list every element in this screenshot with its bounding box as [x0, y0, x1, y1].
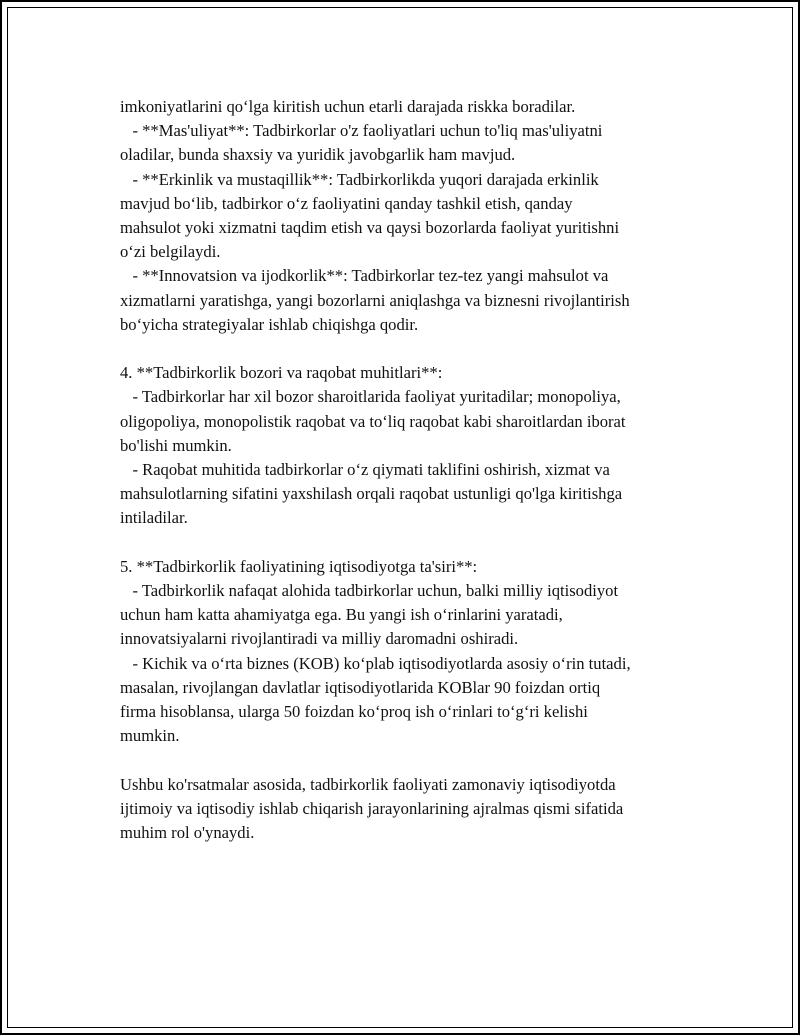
blank-line — [120, 748, 720, 772]
section-heading: 5. **Tadbirkorlik faoliyatining iqtisodiyotga ta'siri**: — [120, 556, 478, 576]
text-line: - Tadbirkorlik nafaqat alohida tadbirkorlar uchun, balki milliy iqtisodiyot — [120, 581, 619, 601]
text-line: oligopoliya, monopolistik raqobat va to‘liq raqobat kabi sharoitlardan iborat — [120, 411, 626, 431]
text-line: bo‘yicha strategiyalar ishlab chiqishga qodir. — [120, 314, 419, 334]
blank-line — [120, 337, 720, 361]
text-line: mumkin. — [120, 726, 180, 746]
text-line: imkoniyatlarini qo‘lga kiritish uchun etarli darajada riskka boradilar. — [120, 97, 576, 116]
text-line: masalan, rivojlangan davlatlar iqtisodiyotlarida KOBlar 90 foizdan ortiq — [120, 677, 601, 697]
conclusion-line: ijtimoiy va iqtisodiy ishlab chiqarish jarayonlarining ajralmas qismi sifatida — [120, 798, 624, 818]
text-line: mahsulotlarning sifatini yaxshilash orqali raqobat ustunligi qo'lga kiritishga — [120, 484, 623, 504]
text-line: innovatsiyalarni rivojlantiradi va milliy daromadni oshiradi. — [120, 629, 519, 649]
text-line: - **Innovatsion va ijodkorlik**: Tadbirkorlar tez-tez yangi mahsulot va — [120, 266, 609, 286]
text-line: o‘zi belgilaydi. — [120, 242, 221, 262]
text-line: - Raqobat muhitida tadbirkorlar o‘z qiymati taklifini oshirish, xizmat va — [120, 460, 610, 480]
section-heading: 4. **Tadbirkorlik bozori va raqobat muhitlari**: — [120, 363, 443, 383]
text-line: - Kichik va o‘rta biznes (KOB) ko‘plab iqtisodiyotlarda asosiy o‘rin tutadi, — [120, 653, 631, 673]
conclusion-line: muhim rol o'ynaydi. — [120, 823, 255, 843]
document-body — [120, 95, 720, 845]
text-line: - Tadbirkorlar har xil bozor sharoitlarida faoliyat yuritadilar; monopoliya, — [120, 387, 621, 407]
text-line: firma hisoblansa, ularga 50 foizdan ko‘proq ish o‘rinlari to‘g‘ri kelishi — [120, 702, 588, 722]
text-line: xizmatlarni yaratishga, yangi bozorlarni aniqlashga va biznesni rivojlantirish — [120, 290, 630, 310]
text-line: mahsulot yoki xizmatni taqdim etish va qaysi bozorlarda faoliyat yuritishni — [120, 218, 620, 238]
text-line: oladilar, bunda shaxsiy va yuridik javobgarlik ham mavjud. — [120, 145, 516, 165]
text-line: bo'lishi mumkin. — [120, 435, 232, 455]
conclusion-line: Ushbu ko'rsatmalar asosida, tadbirkorlik faoliyati zamonaviy iqtisodiyotda — [120, 774, 616, 794]
text-line: uchun ham katta ahamiyatga ega. Bu yangi ish o‘rinlarini yaratadi, — [120, 605, 563, 625]
text-line: - **Erkinlik va mustaqillik**: Tadbirkorlikda yuqori darajada erkinlik — [120, 169, 599, 189]
text-line: mavjud bo‘lib, tadbirkor o‘z faoliyatini qanday tashkil etish, qanday — [120, 193, 573, 213]
text-line: intiladilar. — [120, 508, 188, 528]
text-line: - **Mas'uliyat**: Tadbirkorlar o'z faoliyatlari uchun to'liq mas'uliyatni — [120, 121, 603, 141]
blank-line — [120, 531, 720, 555]
